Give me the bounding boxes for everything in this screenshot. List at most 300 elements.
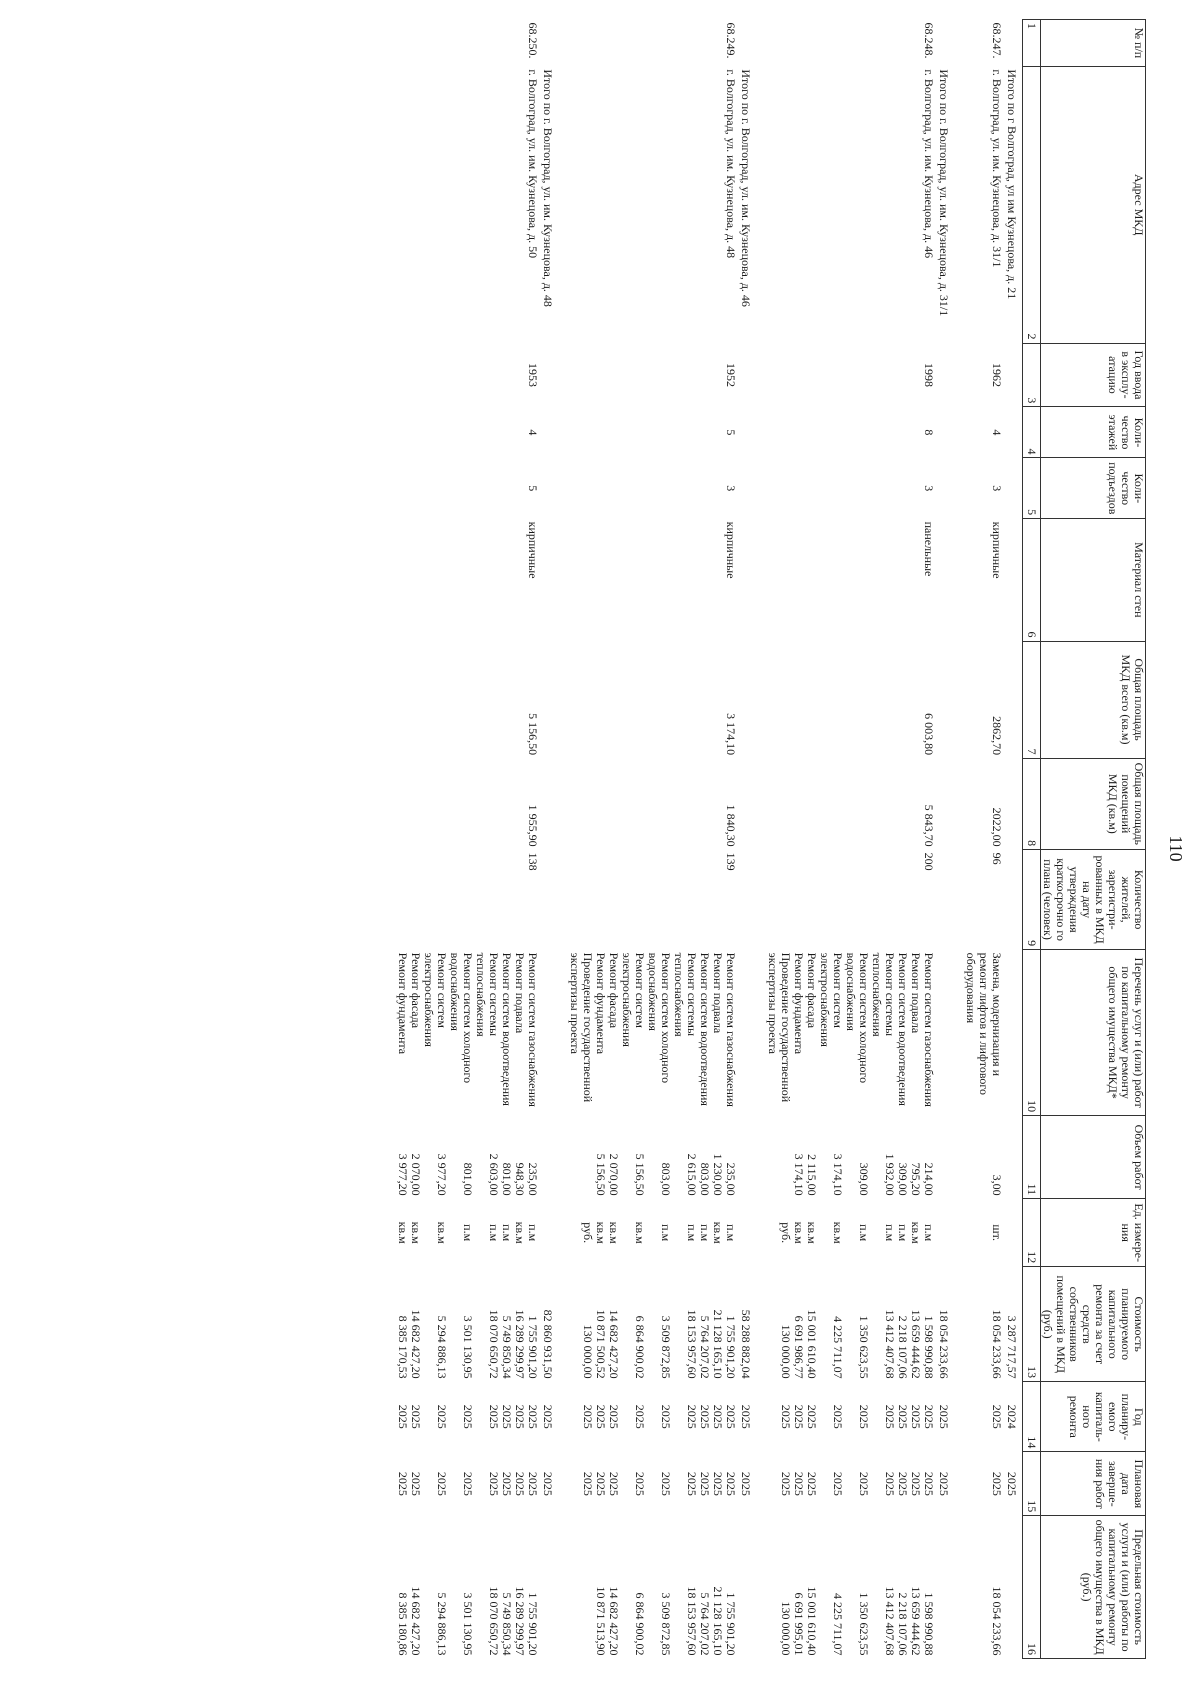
work-unit: кв.м	[909, 1221, 923, 1244]
empty-cell	[409, 641, 422, 758]
empty-cell	[766, 641, 792, 758]
total-area: 5 156,50	[526, 713, 540, 756]
work-volume: 2 115,00	[805, 1154, 819, 1196]
empty-cell	[805, 458, 818, 519]
empty-cell	[448, 519, 474, 641]
column-number: 13	[1023, 1267, 1041, 1382]
empty-cell	[646, 66, 672, 343]
work-year: 2025	[711, 1404, 725, 1429]
work-volume: 2 615,00	[685, 1153, 699, 1196]
empty-cell	[870, 641, 896, 758]
work-name: Ремонт подвала	[909, 952, 923, 1034]
empty-cell	[954, 407, 964, 458]
work-volume: 309,00	[857, 1162, 871, 1196]
empty-cell	[739, 1116, 756, 1199]
work-unit: кв.м	[831, 1221, 845, 1244]
empty-cell	[558, 66, 568, 343]
empty-cell	[818, 407, 844, 458]
empty-cell	[739, 758, 756, 850]
work-limit: 6 691 995,01	[792, 1592, 806, 1656]
empty-cell	[805, 850, 818, 950]
column-number-row	[1023, 20, 1041, 1659]
work-volume: 5 156,50	[594, 1153, 608, 1196]
work-row	[818, 20, 844, 1659]
empty-cell	[422, 343, 448, 407]
capital-repair-table	[386, 19, 1146, 1659]
work-year: 2025	[831, 1404, 845, 1429]
work-year: 2025	[435, 1404, 449, 1429]
total-year: 2025	[739, 1404, 753, 1429]
empty-cell	[409, 758, 422, 850]
work-unit: кв.м	[805, 1221, 819, 1244]
empty-cell	[954, 1267, 964, 1382]
empty-cell	[594, 407, 607, 458]
empty-cell	[594, 20, 607, 67]
work-unit: кв.м	[792, 1221, 806, 1244]
empty-cell	[607, 343, 620, 407]
empty-cell	[568, 20, 594, 67]
empty-cell	[448, 758, 474, 850]
work-date: 2025	[805, 1471, 819, 1496]
work-cost: 1 598 990,88	[922, 1315, 936, 1379]
work-cost: 3 501 130,95	[461, 1315, 475, 1379]
empty-cell	[711, 458, 724, 519]
work-cost: 6 864 900,02	[633, 1315, 647, 1379]
empty-cell	[386, 343, 396, 407]
empty-cell	[448, 407, 474, 458]
empty-cell	[513, 407, 526, 458]
empty-cell	[792, 407, 805, 458]
total-row	[739, 20, 756, 1659]
empty-cell	[766, 20, 792, 67]
empty-cell	[422, 641, 448, 758]
work-volume: 801,00	[500, 1162, 514, 1196]
empty-cell	[558, 407, 568, 458]
work-volume: 5 156,50	[633, 1153, 647, 1196]
work-volume: 795,20	[909, 1162, 923, 1196]
empty-cell	[594, 343, 607, 407]
empty-cell	[607, 519, 620, 641]
empty-cell	[954, 66, 964, 343]
empty-cell	[739, 343, 756, 407]
work-unit: руб.	[581, 1222, 595, 1244]
empty-cell	[474, 343, 500, 407]
empty-cell	[474, 850, 500, 950]
work-name: Ремонт систем электроснабжения	[620, 952, 647, 1047]
page-number: 110	[1166, 835, 1186, 862]
total-cost: 3 287 717,57	[1005, 1315, 1019, 1379]
work-volume	[568, 1116, 594, 1199]
work-date: 2025	[857, 1471, 871, 1496]
empty-cell	[386, 519, 396, 641]
empty-cell	[607, 20, 620, 67]
empty-cell	[844, 758, 870, 850]
floors: 8	[922, 429, 936, 436]
empty-cell	[513, 20, 526, 67]
column-header: Стоимость планируемого капитального ремонта за счет средств собственников помещений в МКД (руб.)	[1041, 1267, 1146, 1382]
work-name: Ремонт систем водоотведения	[896, 952, 910, 1106]
empty-cell	[711, 641, 724, 758]
work-name: Ремонт систем водоотведения	[500, 952, 514, 1106]
empty-cell	[474, 758, 500, 850]
column-number: 2	[1023, 66, 1041, 343]
empty-cell	[698, 343, 711, 407]
empty-cell	[896, 458, 909, 519]
empty-cell	[409, 343, 422, 407]
empty-cell	[594, 458, 607, 519]
work-volume: 2 070,00	[607, 1153, 621, 1196]
work-name: Ремонт систем холодного водоснабжения	[844, 952, 871, 1084]
empty-cell	[909, 850, 922, 950]
work-unit: кв.м	[711, 1221, 725, 1244]
empty-cell	[896, 343, 909, 407]
empty-cell	[396, 850, 409, 950]
empty-cell	[607, 407, 620, 458]
empty-cell	[818, 758, 844, 850]
column-number: 7	[1023, 641, 1041, 758]
column-header: Плановая дата заверше-ния работ	[1041, 1452, 1146, 1516]
work-volume: 235,00	[724, 1162, 738, 1196]
empty-cell	[513, 458, 526, 519]
empty-cell	[594, 850, 607, 950]
empty-cell	[954, 641, 964, 758]
empty-cell	[756, 66, 766, 343]
work-volume: 948,30	[513, 1162, 527, 1196]
rooms-area: 2022,00	[990, 807, 1004, 847]
work-limit: 13 659 444,62	[909, 1586, 923, 1656]
empty-cell	[896, 758, 909, 850]
empty-cell	[896, 850, 909, 950]
work-unit: шт.	[990, 1224, 1004, 1241]
work-limit: 15 001 610,40	[805, 1586, 819, 1656]
empty-cell	[870, 66, 896, 343]
work-date: 2025	[883, 1471, 897, 1496]
work-volume: 214,00	[922, 1162, 936, 1196]
work-unit: кв.м	[513, 1221, 527, 1244]
work-cost: 18 070 650,72	[487, 1309, 501, 1379]
building-row	[964, 20, 1005, 1659]
work-row	[474, 20, 500, 1659]
empty-cell	[870, 519, 896, 641]
empty-cell	[711, 407, 724, 458]
rooms-area: 1 840,30	[724, 804, 738, 847]
work-date: 2025	[896, 1471, 910, 1496]
work-limit: 130 000,00	[779, 1601, 793, 1656]
work-name: Проведение государственной экспертизы проекта	[568, 952, 595, 1103]
empty-cell	[474, 458, 500, 519]
empty-cell	[396, 641, 409, 758]
empty-cell	[607, 758, 620, 850]
work-unit: руб.	[779, 1222, 793, 1244]
spacer-row	[386, 20, 396, 1659]
empty-cell	[474, 407, 500, 458]
work-year: 2025	[396, 1404, 410, 1429]
work-year: 2025	[487, 1404, 501, 1429]
work-unit: п.м	[698, 1224, 712, 1242]
empty-cell	[448, 458, 474, 519]
work-unit: п.м	[461, 1224, 475, 1242]
empty-cell	[448, 343, 474, 407]
work-name: Ремонт систем холодного водоснабжения	[646, 952, 673, 1084]
total-date: 2025	[739, 1471, 753, 1496]
empty-cell	[500, 343, 513, 407]
empty-cell	[909, 458, 922, 519]
empty-cell	[937, 758, 954, 850]
work-limit: 1 755 901,20	[526, 1592, 540, 1656]
empty-cell	[409, 20, 422, 67]
year-built: 1962	[990, 362, 1004, 387]
empty-cell	[756, 1452, 766, 1516]
work-date: 2025	[724, 1471, 738, 1496]
wall-material: панельные	[922, 521, 936, 577]
empty-cell	[386, 20, 396, 67]
empty-cell	[792, 758, 805, 850]
empty-cell	[756, 1116, 766, 1199]
work-limit: 16 289 299,97	[513, 1586, 527, 1656]
work-date: 2025	[513, 1471, 527, 1496]
empty-cell	[386, 407, 396, 458]
empty-cell	[500, 66, 513, 343]
empty-cell	[386, 1199, 396, 1267]
work-unit: п.м	[883, 1224, 897, 1242]
work-row	[870, 20, 896, 1659]
total-year: 2025	[541, 1404, 555, 1429]
wall-material: кирпичные	[526, 521, 540, 579]
work-year: 2025	[779, 1404, 793, 1429]
empty-cell	[954, 458, 964, 519]
work-unit: кв.м	[607, 1221, 621, 1244]
empty-cell	[756, 850, 766, 950]
empty-cell	[792, 850, 805, 950]
column-number: 16	[1023, 1516, 1041, 1659]
empty-cell	[844, 343, 870, 407]
work-year: 2025	[500, 1404, 514, 1429]
empty-cell	[568, 343, 594, 407]
total-date: 2025	[937, 1471, 951, 1496]
empty-cell	[558, 1516, 568, 1659]
total-cost: 58 288 882,04	[739, 1309, 753, 1379]
empty-cell	[386, 1267, 396, 1382]
empty-cell	[909, 343, 922, 407]
work-unit: п.м	[487, 1224, 501, 1242]
entrances: 3	[724, 485, 738, 492]
empty-cell	[792, 66, 805, 343]
empty-cell	[818, 519, 844, 641]
empty-cell	[409, 458, 422, 519]
work-unit: п.м	[724, 1224, 738, 1242]
work-year: 2025	[607, 1404, 621, 1429]
residents: 139	[724, 852, 738, 871]
empty-cell	[513, 850, 526, 950]
floors: 5	[724, 429, 738, 436]
work-unit: п.м	[659, 1224, 673, 1242]
empty-cell	[500, 519, 513, 641]
work-date: 2025	[461, 1471, 475, 1496]
column-number: 8	[1023, 758, 1041, 850]
empty-cell	[739, 641, 756, 758]
total-row	[1005, 20, 1023, 1659]
empty-cell	[672, 20, 698, 67]
empty-cell	[739, 950, 756, 1116]
work-unit: кв.м	[594, 1221, 608, 1244]
row-number: 68.249.	[724, 22, 738, 59]
empty-cell	[558, 1199, 568, 1267]
empty-cell	[844, 66, 870, 343]
total-year: 2025	[937, 1404, 951, 1429]
empty-cell	[594, 758, 607, 850]
empty-cell	[954, 1382, 964, 1452]
empty-cell	[672, 458, 698, 519]
empty-cell	[474, 519, 500, 641]
work-year: 2025	[805, 1404, 819, 1429]
empty-cell	[386, 850, 396, 950]
work-row	[500, 20, 513, 1659]
empty-cell	[1005, 641, 1023, 758]
work-unit: кв.м	[409, 1221, 423, 1244]
empty-cell	[805, 758, 818, 850]
floors: 4	[990, 429, 1004, 436]
work-name: Ремонт систем газоснабжения	[526, 952, 540, 1107]
work-row	[607, 20, 620, 1659]
empty-cell	[698, 641, 711, 758]
empty-cell	[500, 407, 513, 458]
column-number: 10	[1023, 950, 1041, 1116]
empty-cell	[756, 343, 766, 407]
empty-cell	[422, 20, 448, 67]
column-number: 3	[1023, 343, 1041, 407]
empty-cell	[386, 1116, 396, 1199]
work-volume: 2 070,00	[409, 1153, 423, 1196]
empty-cell	[396, 407, 409, 458]
row-number: 68.247.	[990, 22, 1004, 59]
empty-cell	[1005, 519, 1023, 641]
empty-cell	[954, 519, 964, 641]
work-row	[513, 20, 526, 1659]
empty-cell	[896, 20, 909, 67]
empty-cell	[805, 20, 818, 67]
empty-cell	[937, 641, 954, 758]
empty-cell	[448, 20, 474, 67]
empty-cell	[766, 66, 792, 343]
empty-cell	[954, 850, 964, 950]
empty-cell	[422, 407, 448, 458]
empty-cell	[558, 20, 568, 67]
work-row	[896, 20, 909, 1659]
work-row	[805, 20, 818, 1659]
empty-cell	[474, 20, 500, 67]
column-header: Общая площадь МКД всего (кв.м)	[1041, 641, 1146, 758]
empty-cell	[672, 758, 698, 850]
empty-cell	[386, 1452, 396, 1516]
work-unit: кв.м	[435, 1221, 449, 1244]
work-cost: 10 871 500,52	[594, 1309, 608, 1379]
empty-cell	[646, 407, 672, 458]
empty-cell	[558, 458, 568, 519]
work-date: 2025	[659, 1471, 673, 1496]
empty-cell	[896, 66, 909, 343]
empty-cell	[500, 20, 513, 67]
empty-cell	[620, 758, 646, 850]
work-cost: 16 289 299,97	[513, 1309, 527, 1379]
work-cost: 14 682 427,20	[607, 1309, 621, 1379]
empty-cell	[568, 458, 594, 519]
year-built: 1953	[526, 362, 540, 387]
column-header: Год ввода в эксплу-атацию	[1041, 343, 1146, 407]
work-date: 2025	[792, 1471, 806, 1496]
empty-cell	[870, 407, 896, 458]
empty-cell	[541, 1116, 558, 1199]
empty-cell	[896, 641, 909, 758]
empty-cell	[541, 20, 558, 67]
column-header: Адрес МКД	[1041, 66, 1146, 343]
column-number: 1	[1023, 20, 1041, 67]
empty-cell	[739, 1516, 756, 1659]
empty-cell	[396, 20, 409, 67]
work-name: Проведение государственной экспертизы проекта	[766, 952, 793, 1103]
empty-cell	[766, 407, 792, 458]
work-name: Ремонт фасада	[607, 952, 621, 1029]
empty-cell	[422, 458, 448, 519]
column-header: Общая площадь помещений МКД (кв.м)	[1041, 758, 1146, 850]
empty-cell	[558, 950, 568, 1116]
empty-cell	[844, 458, 870, 519]
work-volume: 3 174,10	[831, 1153, 845, 1196]
empty-cell	[844, 850, 870, 950]
work-limit: 1 755 901,20	[724, 1592, 738, 1656]
work-unit: кв.м	[396, 1221, 410, 1244]
column-number: 6	[1023, 519, 1041, 641]
work-limit: 10 871 513,90	[594, 1586, 608, 1656]
work-limit: 2 218 107,06	[896, 1592, 910, 1656]
total-row	[937, 20, 954, 1659]
work-row	[672, 20, 698, 1659]
empty-cell	[541, 1199, 558, 1267]
empty-cell	[1005, 20, 1023, 67]
empty-cell	[792, 641, 805, 758]
work-year: 2025	[698, 1404, 712, 1429]
work-limit: 18 054 233,66	[990, 1586, 1004, 1656]
empty-cell	[594, 66, 607, 343]
empty-cell	[792, 343, 805, 407]
building-row	[922, 20, 937, 1659]
residents: 96	[990, 852, 1004, 865]
empty-cell	[937, 458, 954, 519]
work-row	[422, 20, 448, 1659]
empty-cell	[607, 66, 620, 343]
work-name: Ремонт фундамента	[792, 952, 806, 1055]
column-header: Предельная стоимость услуги и (или) работы по капитальному ремонту общего имущества в МКД (руб.)	[1041, 1516, 1146, 1659]
work-name: Ремонт подвала	[711, 952, 725, 1034]
column-header: Объем работ	[1041, 1116, 1146, 1199]
work-limit: 18 070 650,72	[487, 1586, 501, 1656]
work-date: 2025	[396, 1471, 410, 1496]
spacer-row	[756, 20, 766, 1659]
empty-cell	[698, 850, 711, 950]
empty-cell	[594, 641, 607, 758]
empty-cell	[954, 1516, 964, 1659]
empty-cell	[937, 20, 954, 67]
empty-cell	[409, 66, 422, 343]
work-row	[711, 20, 724, 1659]
empty-cell	[1005, 407, 1023, 458]
work-date: 2025	[990, 1471, 1004, 1496]
work-row	[409, 20, 422, 1659]
work-date: 2025	[685, 1471, 699, 1496]
empty-cell	[954, 950, 964, 1116]
work-year: 2025	[922, 1404, 936, 1429]
empty-cell	[513, 519, 526, 641]
empty-cell	[756, 458, 766, 519]
